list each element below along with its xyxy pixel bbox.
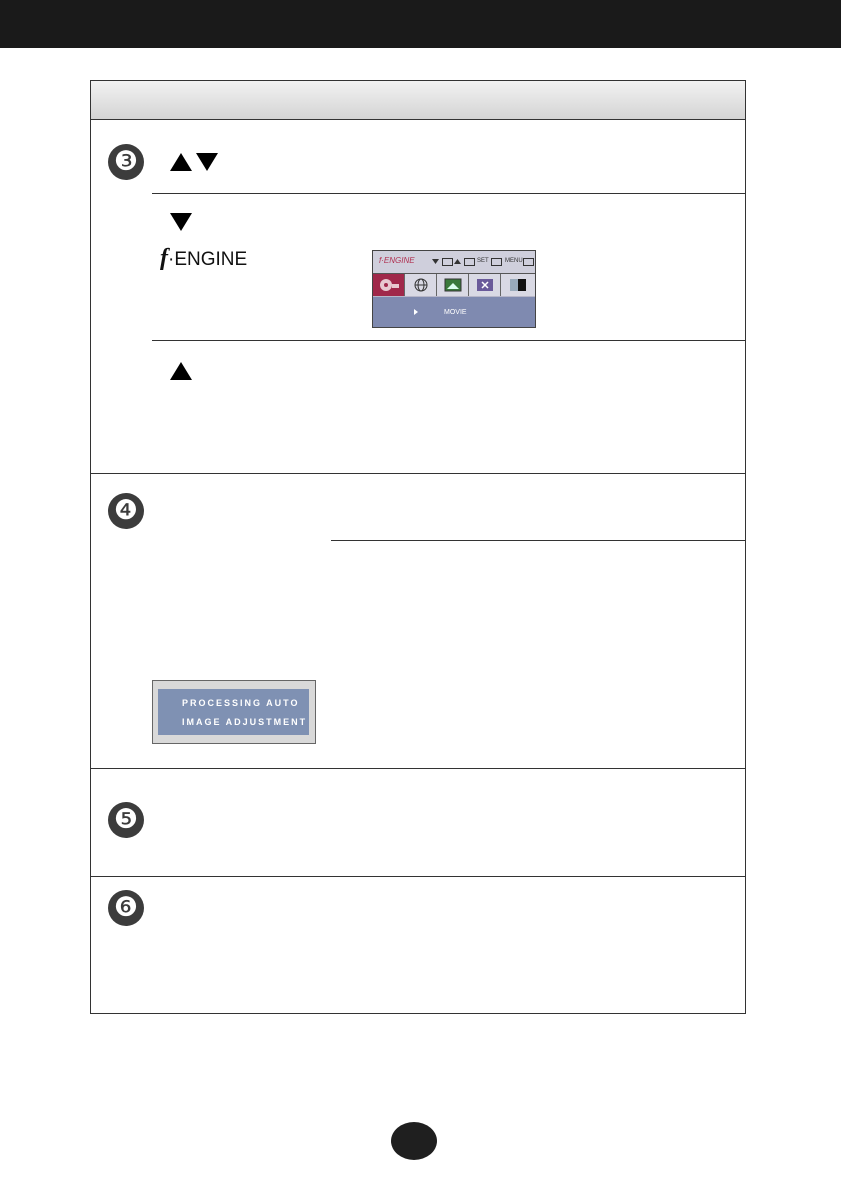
step-3-marker: ❸ (108, 144, 144, 180)
up-down-arrow-icon (170, 153, 220, 173)
osd-play-icon (414, 309, 418, 315)
contrast-icon (501, 274, 535, 296)
section-divider (91, 876, 746, 877)
osd-close-tab[interactable] (469, 274, 501, 296)
photo-mode-icon (437, 274, 469, 296)
processing-line-2: IMAGE ADJUSTMENT (182, 717, 308, 727)
osd-value: MOVIE (444, 309, 467, 316)
osd-menu-hint: MENU (505, 258, 523, 264)
osd-title: f·ENGINE (379, 256, 415, 265)
down-arrow-icon (170, 213, 194, 233)
divider (152, 340, 746, 341)
osd-contrast-tab[interactable] (501, 274, 535, 296)
processing-dialog-inner (158, 689, 309, 735)
osd-box-icon (490, 258, 502, 266)
osd-photo-tab[interactable] (437, 274, 469, 296)
processing-line-1: PROCESSING AUTO (182, 698, 300, 708)
osd-movie-tab[interactable] (373, 274, 405, 296)
internet-mode-icon (405, 274, 437, 296)
divider (331, 540, 746, 541)
top-bar (0, 0, 841, 48)
frame-header (91, 81, 745, 120)
page-number-badge (391, 1122, 437, 1160)
movie-mode-icon (373, 274, 405, 296)
osd-down-hint-icon (432, 259, 440, 265)
osd-internet-tab[interactable] (405, 274, 437, 296)
step-4-marker: ❹ (108, 493, 144, 529)
section-divider (91, 473, 746, 474)
close-icon (469, 274, 501, 296)
divider (152, 193, 746, 194)
osd-box-icon (441, 258, 453, 266)
step-6-marker: ❻ (108, 890, 144, 926)
osd-box-icon (522, 258, 534, 266)
step-5-marker: ❺ (108, 802, 144, 838)
osd-set-hint: SET (477, 258, 489, 264)
up-arrow-icon (170, 362, 194, 382)
section-divider (91, 768, 746, 769)
osd-box-icon (463, 258, 475, 266)
fengine-logo: f·ENGINE (160, 245, 248, 271)
osd-up-hint-icon (454, 259, 462, 265)
